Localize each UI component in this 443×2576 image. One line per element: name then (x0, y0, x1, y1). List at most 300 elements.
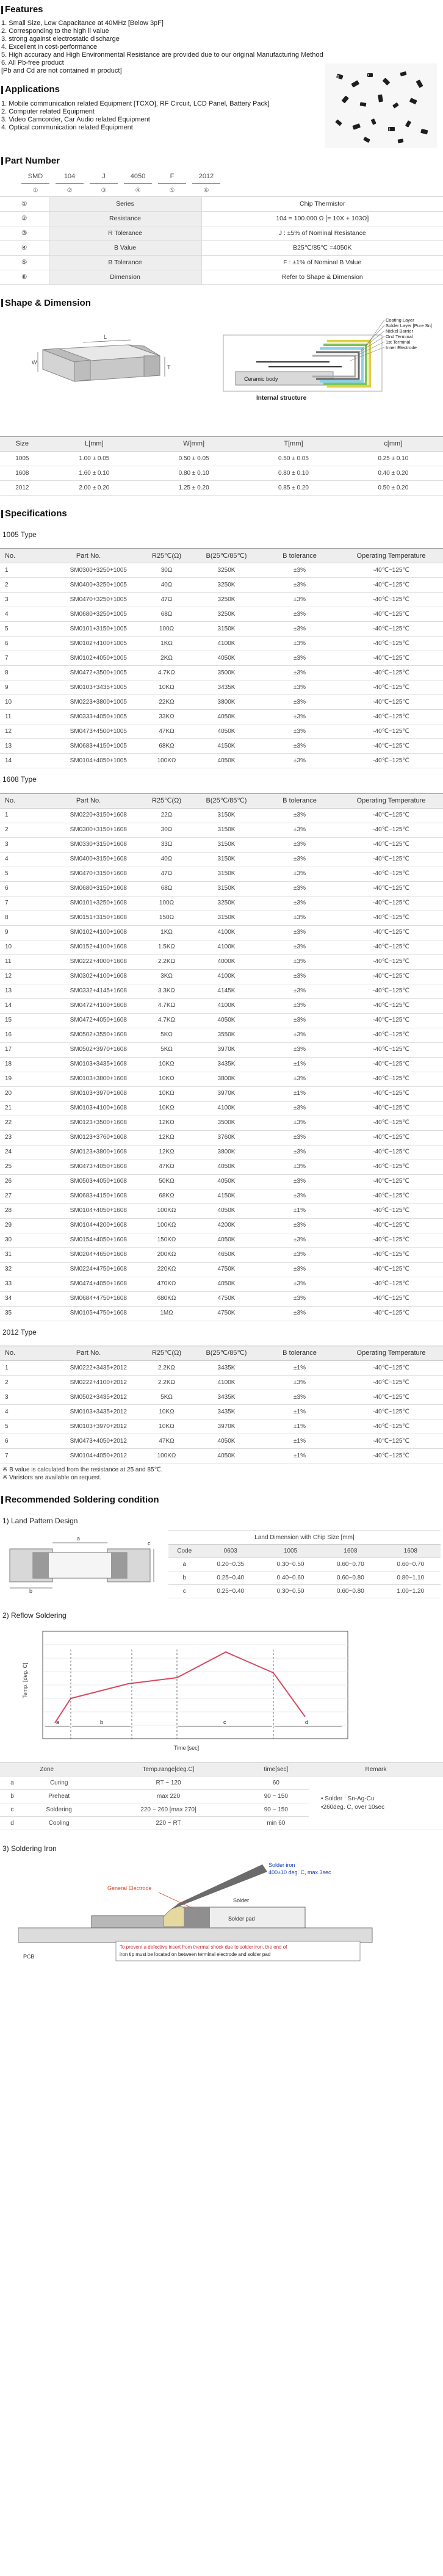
feature-item: [Pb and Cd are not contained in product] (1, 67, 122, 75)
spec-cell: -40℃~125℃ (339, 1028, 443, 1042)
spec-cell: SM0330+3150+1608 (37, 837, 140, 852)
spec-cell: 1MΩ (140, 1306, 193, 1321)
land-caption: Land Dimension with Chip Size [mm] (168, 1531, 441, 1545)
spec-cell: 3150K (193, 852, 260, 867)
land-cell: 0.60~0.80 (320, 1585, 380, 1598)
spec-header: R25℃(Ω) (140, 1346, 193, 1360)
spec-header: Part No. (37, 549, 140, 563)
part-number-value: F : ±1% of Nominal B Value (201, 255, 443, 270)
spec-row (0, 1375, 443, 1390)
dimension-row (0, 466, 443, 481)
spec-cell: 25 (0, 1160, 37, 1174)
spec-row (0, 808, 443, 823)
spec-cell: 47Ω (140, 593, 193, 607)
spec-header: R25℃(Ω) (140, 793, 193, 808)
spec-cell: SM0503+4050+1608 (37, 1174, 140, 1189)
spec-row (0, 724, 443, 739)
dimension-cell: 0.25 ± 0.10 (344, 452, 443, 466)
spec-cell: 17 (0, 1042, 37, 1057)
spec-cell: SM0103+3800+1608 (37, 1072, 140, 1086)
spec-cell: 3435K (193, 1057, 260, 1072)
spec-cell: 11 (0, 954, 37, 969)
spec-cell: 5KΩ (140, 1390, 193, 1404)
zone-cell: d (0, 1817, 24, 1830)
spec-cell: -40℃~125℃ (339, 837, 443, 852)
spec-cell: SM0473+4050+2012 (37, 1434, 140, 1448)
dimension-table (0, 436, 443, 496)
spec-cell: 3.3KΩ (140, 984, 193, 998)
part-code-segment: 104 (56, 172, 84, 184)
spec-cell: 1KΩ (140, 637, 193, 651)
spec-row (0, 563, 443, 578)
spec-header: Operating Temperature (339, 549, 443, 563)
part-code-mark: ① (32, 187, 38, 194)
zone-cell: b (0, 1790, 24, 1803)
part-number-mark: ⑤ (0, 255, 49, 270)
spec-cell: ±3% (260, 622, 339, 637)
spec-cell: 40Ω (140, 852, 193, 867)
iron-caution-line-2: iron tip must be located on between terminal electrode and solder pad (120, 1952, 271, 1958)
spec-cell: 47KΩ (140, 1160, 193, 1174)
spec-cell: 29 (0, 1218, 37, 1233)
spec-cell: 3760K (193, 1130, 260, 1145)
spec-cell: SM0103+4100+1608 (37, 1101, 140, 1116)
spec-cell: 3150K (193, 837, 260, 852)
spec-cell: 21 (0, 1101, 37, 1116)
heading-bar-icon (1, 86, 3, 94)
application-item: 1. Mobile communication related Equipment [TCXO], RF Circuit, LCD Panel, Battery Pack] (1, 99, 270, 107)
spec-cell: 24 (0, 1145, 37, 1160)
spec-cell: 13 (0, 739, 37, 754)
spec-cell: ±3% (260, 1145, 339, 1160)
part-code-mark: ⑥ (203, 187, 209, 194)
specifications-notes (0, 1463, 443, 1482)
spec-group (0, 524, 443, 768)
spec-cell: 33Ω (140, 837, 193, 852)
zone-header: Temp.range[deg.C] (93, 1763, 243, 1777)
part-number-field: Dimension (49, 270, 201, 284)
spec-cell: -40℃~125℃ (339, 969, 443, 984)
spec-cell: 47KΩ (140, 724, 193, 739)
spec-cell: SM0502+3435+2012 (37, 1390, 140, 1404)
spec-cell: ±3% (260, 1101, 339, 1116)
spec-row (0, 1404, 443, 1419)
spec-cell: ±3% (260, 1072, 339, 1086)
spec-cell: -40℃~125℃ (339, 1013, 443, 1028)
spec-cell: 3250K (193, 578, 260, 593)
zone-header: Zone (0, 1763, 93, 1777)
spec-cell: -40℃~125℃ (339, 754, 443, 768)
spec-cell: 40Ω (140, 578, 193, 593)
spec-cell: ±3% (260, 593, 339, 607)
spec-cell: 10KΩ (140, 1419, 193, 1434)
spec-cell: ±3% (260, 940, 339, 954)
spec-header: B(25℃/85℃) (193, 793, 260, 808)
spec-cell: -40℃~125℃ (339, 1277, 443, 1291)
spec-cell: 3150K (193, 881, 260, 896)
spec-cell: SM0104+4050+1608 (37, 1203, 140, 1218)
land-cell: 0.20~0.35 (201, 1558, 261, 1571)
zone-mark-b: b (100, 1719, 104, 1726)
spec-cell: ±3% (260, 710, 339, 724)
land-pattern-subtitle: 1) Land Pattern Design (2, 1517, 78, 1526)
soldering-title: Recommended Soldering condition (5, 1494, 159, 1505)
layer-label: 1st Terminal (386, 339, 411, 345)
spec-cell: 3435K (193, 680, 260, 695)
spec-row (0, 651, 443, 666)
spec-cell: 1.5KΩ (140, 940, 193, 954)
spec-cell: -40℃~125℃ (339, 823, 443, 837)
spec-cell: SM0152+4100+1608 (37, 940, 140, 954)
spec-row (0, 1277, 443, 1291)
spec-cell: SM0104+4200+1608 (37, 1218, 140, 1233)
spec-cell: 4.7KΩ (140, 998, 193, 1013)
spec-cell: 4750K (193, 1306, 260, 1321)
spec-header: B tolerance (260, 549, 339, 563)
spec-cell: SM0103+3435+1005 (37, 680, 140, 695)
spec-cell: 4100K (193, 1101, 260, 1116)
feature-item: 6. All Pb-free product (1, 59, 64, 67)
spec-cell: SM0105+4750+1608 (37, 1306, 140, 1321)
spec-header: B(25℃/85℃) (193, 1346, 260, 1360)
spec-cell: -40℃~125℃ (339, 739, 443, 754)
zone-cell: c (0, 1803, 24, 1817)
spec-cell: 47KΩ (140, 1434, 193, 1448)
spec-cell: 68Ω (140, 607, 193, 622)
spec-cell: 3150K (193, 911, 260, 925)
spec-note: ※ Varistors are available on request. (2, 1474, 102, 1481)
spec-cell: 12 (0, 724, 37, 739)
spec-cell: -40℃~125℃ (339, 1375, 443, 1390)
spec-cell: 12KΩ (140, 1116, 193, 1130)
spec-header: Part No. (37, 793, 140, 808)
spec-cell: -40℃~125℃ (339, 563, 443, 578)
spec-group-title: 2012 Type (2, 1327, 37, 1337)
zone-cell: 90 ~ 150 (243, 1803, 309, 1817)
spec-cell: ±3% (260, 680, 339, 695)
part-number-title: Part Number (5, 155, 60, 166)
spec-cell: 3800K (193, 1145, 260, 1160)
land-pattern-drawing (2, 1531, 157, 1594)
part-number-mark: ⑥ (0, 270, 49, 284)
land-size-header: 0603 (201, 1545, 261, 1558)
spec-cell: -40℃~125℃ (339, 896, 443, 911)
spec-cell: SM0102+4100+1608 (37, 925, 140, 940)
application-item: 2. Computer related Equipment (1, 107, 95, 115)
zone-mark-a: a (56, 1719, 60, 1726)
spec-group (0, 1321, 443, 1463)
spec-row (0, 1247, 443, 1262)
specifications-heading (0, 504, 443, 524)
spec-cell: 10KΩ (140, 1404, 193, 1419)
spec-cell: SM0204+4650+1608 (37, 1247, 140, 1262)
zone-remark-line: •260deg. C, over 10sec (321, 1803, 385, 1811)
spec-cell: 7 (0, 651, 37, 666)
part-number-row (0, 240, 443, 255)
dimension-cell: 0.85 ± 0.20 (243, 481, 343, 496)
dimension-cell: 1608 (0, 466, 45, 481)
spec-cell: SM0474+4050+1608 (37, 1277, 140, 1291)
spec-cell: -40℃~125℃ (339, 1360, 443, 1375)
zone-cell: max 220 (93, 1790, 243, 1803)
spec-cell: SM0101+3250+1608 (37, 896, 140, 911)
heading-bar-icon (1, 299, 3, 307)
spec-table (0, 548, 443, 768)
spec-cell: 3435K (193, 1360, 260, 1375)
spec-row (0, 680, 443, 695)
spec-cell: 3970K (193, 1042, 260, 1057)
spec-cell: 4750K (193, 1291, 260, 1306)
spec-cell: 3435K (193, 1404, 260, 1419)
spec-row (0, 1306, 443, 1321)
land-cell: 0.25~0.40 (201, 1571, 261, 1585)
spec-header: Operating Temperature (339, 1346, 443, 1360)
spec-table (0, 793, 443, 1321)
spec-cell: 4100K (193, 637, 260, 651)
part-number-row (0, 255, 443, 270)
part-number-value: B25℃/85℃ =4050K (201, 240, 443, 255)
spec-cell: SM0224+4750+1608 (37, 1262, 140, 1277)
spec-cell: 22Ω (140, 808, 193, 823)
part-number-heading (0, 151, 443, 171)
iron-spec-label: 400±10 deg. C, max.3sec (268, 1869, 331, 1876)
land-dim-b: b (29, 1588, 33, 1595)
part-number-table (0, 197, 443, 285)
spec-cell: -40℃~125℃ (339, 651, 443, 666)
spec-cell: SM0333+4050+1005 (37, 710, 140, 724)
spec-cell: ±3% (260, 925, 339, 940)
spec-cell: -40℃~125℃ (339, 695, 443, 710)
spec-row (0, 881, 443, 896)
spec-cell: 3250K (193, 593, 260, 607)
spec-cell: 2KΩ (140, 651, 193, 666)
spec-cell: -40℃~125℃ (339, 1247, 443, 1262)
solder-label: Solder (233, 1897, 250, 1904)
spec-header: B tolerance (260, 1346, 339, 1360)
soldering-heading (0, 1490, 443, 1510)
part-number-section (0, 151, 443, 285)
zone-cell: 220 ~ RT (93, 1817, 243, 1830)
spec-row (0, 622, 443, 637)
spec-cell: ±3% (260, 1028, 339, 1042)
spec-cell: -40℃~125℃ (339, 1306, 443, 1321)
spec-note: ※ B value is calculated from the resistance at 25 and 85℃. (2, 1466, 163, 1473)
shape-section (0, 294, 443, 496)
part-number-field: Resistance (49, 211, 201, 226)
spec-cell: ±3% (260, 754, 339, 768)
dimension-cell: 0.80 ± 0.10 (243, 466, 343, 481)
spec-cell: ±3% (260, 954, 339, 969)
spec-cell: SM0103+3435+2012 (37, 1404, 140, 1419)
spec-row (0, 593, 443, 607)
spec-cell: 4050K (193, 1448, 260, 1463)
spec-group-title: 1005 Type (2, 530, 37, 539)
part-number-value: Chip Thermistor (201, 197, 443, 211)
spec-cell: 2.2KΩ (140, 954, 193, 969)
spec-cell: 200KΩ (140, 1247, 193, 1262)
spec-cell: SM0680+3150+1608 (37, 881, 140, 896)
part-code-segment: 2012 (192, 172, 220, 184)
spec-cell: 150KΩ (140, 1233, 193, 1247)
spec-row (0, 823, 443, 837)
part-number-value: 104 = 100.000 Ω [= 10X + 103Ω] (201, 211, 443, 226)
part-number-mark: ④ (0, 240, 49, 255)
spec-row (0, 911, 443, 925)
spec-row (0, 1160, 443, 1174)
spec-cell: SM0104+4050+1005 (37, 754, 140, 768)
feature-item: 3. strong against electrostatic discharge (1, 35, 120, 43)
spec-header: No. (0, 1346, 37, 1360)
spec-table (0, 1346, 443, 1463)
spec-cell: 4050K (193, 1233, 260, 1247)
spec-cell: 4100K (193, 998, 260, 1013)
spec-cell: ±3% (260, 852, 339, 867)
spec-cell: 2 (0, 578, 37, 593)
spec-cell: 4050K (193, 1277, 260, 1291)
spec-cell: SM0302+4100+1608 (37, 969, 140, 984)
spec-cell: 8 (0, 666, 37, 680)
spec-cell: 10KΩ (140, 1101, 193, 1116)
dimension-cell: 0.80 ± 0.10 (144, 466, 243, 481)
land-code-header: Code (168, 1545, 201, 1558)
spec-cell: ±3% (260, 1160, 339, 1174)
spec-row (0, 578, 443, 593)
spec-cell: 5 (0, 1419, 37, 1434)
dimension-row (0, 452, 443, 466)
land-cell: 0.60~0.70 (381, 1558, 441, 1571)
spec-cell: ±3% (260, 637, 339, 651)
spec-cell: -40℃~125℃ (339, 607, 443, 622)
iron-drawing (0, 1858, 443, 1966)
part-number-row (0, 197, 443, 211)
spec-cell: -40℃~125℃ (339, 1390, 443, 1404)
spec-cell: -40℃~125℃ (339, 808, 443, 823)
zone-cell: a (0, 1777, 24, 1790)
spec-row (0, 998, 443, 1013)
features-title: Features (5, 4, 43, 15)
spec-cell: 3150K (193, 622, 260, 637)
spec-row (0, 1057, 443, 1072)
spec-cell: 68Ω (140, 881, 193, 896)
spec-cell: ±3% (260, 1233, 339, 1247)
part-number-mark: ① (0, 197, 49, 211)
part-code-segment: SMD (21, 172, 49, 184)
spec-cell: ±3% (260, 1390, 339, 1404)
spec-cell: -40℃~125℃ (339, 1116, 443, 1130)
zone-cell: 90 ~ 150 (243, 1790, 309, 1803)
spec-cell: -40℃~125℃ (339, 1434, 443, 1448)
spec-cell: -40℃~125℃ (339, 940, 443, 954)
dimension-cell: 1.60 ± 0.10 (45, 466, 144, 481)
spec-cell: ±3% (260, 969, 339, 984)
spec-cell: 16 (0, 1028, 37, 1042)
spec-header: R25℃(Ω) (140, 549, 193, 563)
spec-cell: 3250K (193, 563, 260, 578)
spec-cell: -40℃~125℃ (339, 1218, 443, 1233)
spec-cell: 12KΩ (140, 1145, 193, 1160)
spec-cell: 3 (0, 593, 37, 607)
spec-cell: ±3% (260, 563, 339, 578)
spec-cell: -40℃~125℃ (339, 925, 443, 940)
spec-cell: SM0222+4000+1608 (37, 954, 140, 969)
spec-cell: 5KΩ (140, 1042, 193, 1057)
spec-cell: SM0332+4145+1608 (37, 984, 140, 998)
spec-cell: 14 (0, 754, 37, 768)
spec-cell: 10 (0, 695, 37, 710)
land-cell: 0.80~1.10 (381, 1571, 441, 1585)
spec-cell: 3500K (193, 1116, 260, 1130)
spec-cell: ±3% (260, 1189, 339, 1203)
spec-cell: 15 (0, 1013, 37, 1028)
spec-cell: ±1% (260, 1086, 339, 1101)
spec-cell: ±3% (260, 1218, 339, 1233)
zone-mark-c: c (223, 1719, 226, 1726)
spec-cell: 4050K (193, 1013, 260, 1028)
feature-item: 4. Excellent in cost-performance (1, 43, 98, 51)
spec-cell: SM0220+3150+1608 (37, 808, 140, 823)
spec-row (0, 1189, 443, 1203)
spec-cell: ±3% (260, 651, 339, 666)
dimension-cell: 2012 (0, 481, 45, 496)
spec-cell: 4 (0, 1404, 37, 1419)
dimension-cell: 2.00 ± 0.20 (45, 481, 144, 496)
spec-cell: -40℃~125℃ (339, 911, 443, 925)
heading-bar-icon (1, 157, 3, 165)
spec-cell: 3150K (193, 867, 260, 881)
spec-cell: -40℃~125℃ (339, 998, 443, 1013)
spec-cell: 12 (0, 969, 37, 984)
spec-cell: 6 (0, 637, 37, 651)
dimension-header: L[mm] (45, 437, 144, 452)
spec-cell: 10 (0, 940, 37, 954)
zone-cell: 220 ~ 260 [max 270] (93, 1803, 243, 1817)
spec-cell: SM0473+4500+1005 (37, 724, 140, 739)
spec-row (0, 1028, 443, 1042)
spec-cell: 7 (0, 1448, 37, 1463)
spec-cell: 12KΩ (140, 1130, 193, 1145)
part-number-field: B Tolerance (49, 255, 201, 270)
spec-cell: -40℃~125℃ (339, 1145, 443, 1160)
land-dim-c: c (148, 1540, 151, 1547)
zone-row (0, 1777, 443, 1790)
spec-row (0, 1130, 443, 1145)
spec-cell: SM0151+3150+1608 (37, 911, 140, 925)
part-number-field: Series (49, 197, 201, 211)
spec-cell: ±3% (260, 607, 339, 622)
zone-cell: Soldering (24, 1803, 93, 1817)
pcb-label: PCB (23, 1954, 35, 1960)
spec-cell: ±1% (260, 1434, 339, 1448)
electrode-label: General Electrode (107, 1885, 152, 1892)
spec-cell: ±3% (260, 1130, 339, 1145)
spec-cell: 3970K (193, 1419, 260, 1434)
spec-cell: -40℃~125℃ (339, 622, 443, 637)
part-code-mark: ③ (101, 187, 107, 194)
iron-label: Solder iron (268, 1862, 295, 1869)
dim-label-w: W (32, 359, 37, 366)
spec-cell: 19 (0, 1072, 37, 1086)
dimension-header: Size (0, 437, 45, 452)
spec-row (0, 852, 443, 867)
spec-cell: 3KΩ (140, 969, 193, 984)
spec-cell: 4150K (193, 1189, 260, 1203)
spec-cell: -40℃~125℃ (339, 710, 443, 724)
spec-cell: 7 (0, 896, 37, 911)
spec-cell: 31 (0, 1247, 37, 1262)
spec-cell: 1 (0, 808, 37, 823)
land-cell: b (168, 1571, 201, 1585)
part-number-field: B Value (49, 240, 201, 255)
